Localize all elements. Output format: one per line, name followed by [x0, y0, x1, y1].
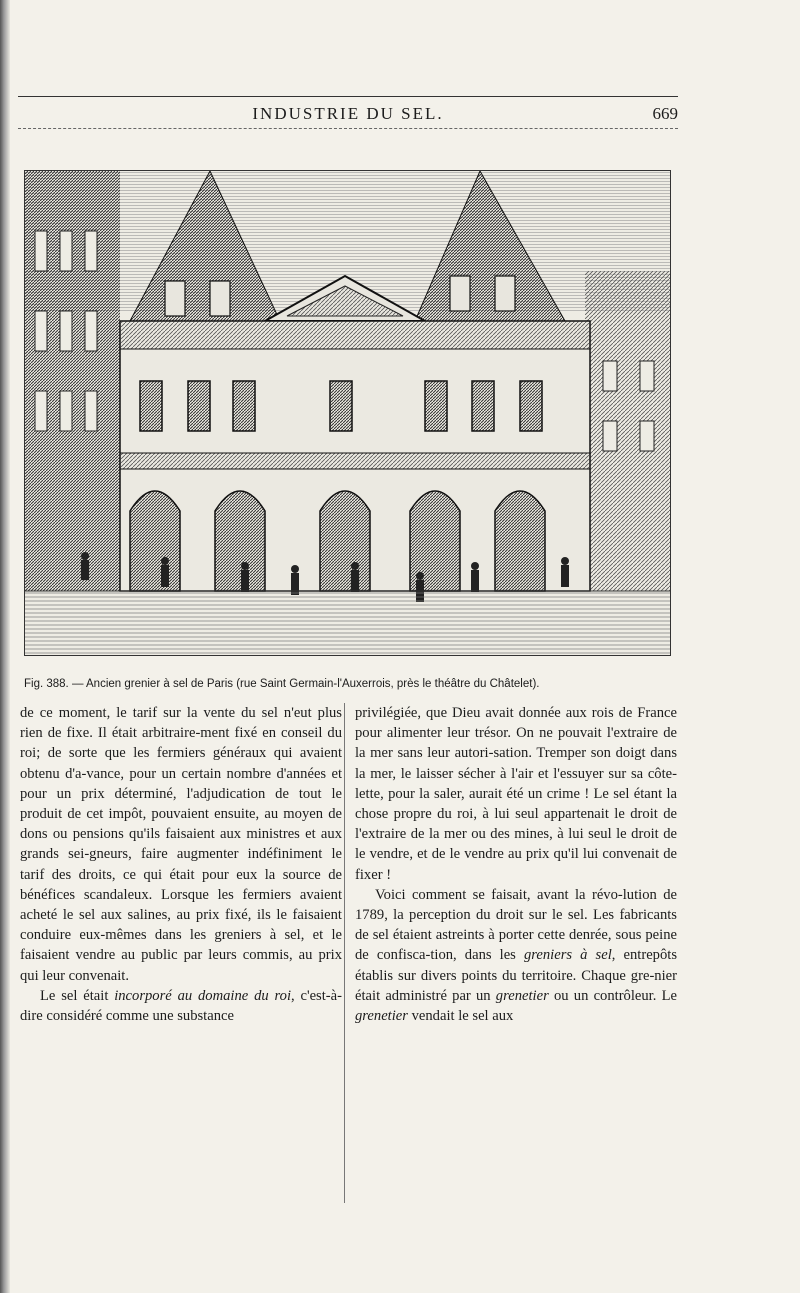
- text-run: , entrepôts établis sur divers points du territoire. Chaque gre-nier était administré par un: [355, 947, 678, 1004]
- engraving-illustration: [24, 170, 671, 656]
- column-divider: [344, 703, 345, 1203]
- italic-term: grenetier: [495, 987, 549, 1004]
- header-rule: [18, 96, 678, 97]
- paragraph: [355, 885, 677, 1026]
- text-run: , c'est-à-dire considéré comme une substance: [20, 987, 342, 1025]
- paragraph: [20, 986, 342, 1026]
- text-run: ou un contrôleur. Le: [548, 987, 677, 1004]
- right-building: [585, 271, 670, 591]
- italic-term: incorporé au domaine du roi: [114, 987, 291, 1004]
- text-run: Le sel était: [40, 987, 115, 1004]
- page-number: 669: [652, 104, 678, 123]
- italic-term: grenetier: [355, 1008, 408, 1025]
- salt-granary-engraving: [25, 171, 670, 655]
- paragraph: privilégiée, que Dieu avait donnée aux rois de France pour alimenter leur trésor. On ne pouvait l'extraire de la mer sans leur autori-sation. Tremper son doigt dans la mer, le laisser sécher à l'air et l'essuyer sur sa côte-lette, pour la saler, aurait été un crime ! Le sel étant la chose propre du roi, à lui seul appartenait le droit de l'extraire de la mer ou des mines, à lui seul le droit de le vendre, et de le vendre au prix qu'il lui convenait de fixer !: [355, 705, 677, 883]
- text-run: vendait le sel aux: [407, 1008, 514, 1025]
- text-column-right: [355, 703, 677, 1026]
- figure-caption: Fig. 388. — Ancien grenier à sel de Paris (rue Saint Germain-l'Auxerrois, près le théâtre du Châtelet).: [24, 678, 540, 690]
- text-column-left: [20, 703, 342, 1026]
- paragraph: de ce moment, le tarif sur la vente du sel n'eut plus rien de fixe. Il était arbitraire-ment fixé en conseil du roi; de sorte que les fermiers généraux qui avaient obtenu d'a-vance, pour un certain nombre d'années et pour un prix déterminé, l'adjudication de tout le produit de cet impôt, pouvaient ensuite, au moyen de dons ou pensions qu'ils faisaient aux ministres et aux grands sei-gneurs, faire augmenter indéfiniment le tarif des droits, ce qui était pour eux la source de bénéfices scandaleux. Lorsque les fermiers avaient acheté le sel aux salines, au prix fixé, ils le faisaient conduire eux-mêmes dans les greniers à sel, et le faisaient vendre au public par leurs commis, au prix qui leur convenait.: [20, 705, 342, 984]
- binding-shadow: [0, 0, 10, 1293]
- street: [25, 591, 670, 655]
- text-run: Voici comment se faisait, avant la révo-lution de 1789, la perception du droit sur le sel. Les fabricants de sel étaient astreints à porter cette denrée, sous peine de confisca-tion, dans les: [355, 886, 677, 964]
- italic-term: greniers à sel: [523, 947, 612, 964]
- header-rule-dashed: [18, 128, 678, 129]
- running-title: INDUSTRIE DU SEL.: [252, 104, 444, 123]
- page-header: [18, 96, 678, 146]
